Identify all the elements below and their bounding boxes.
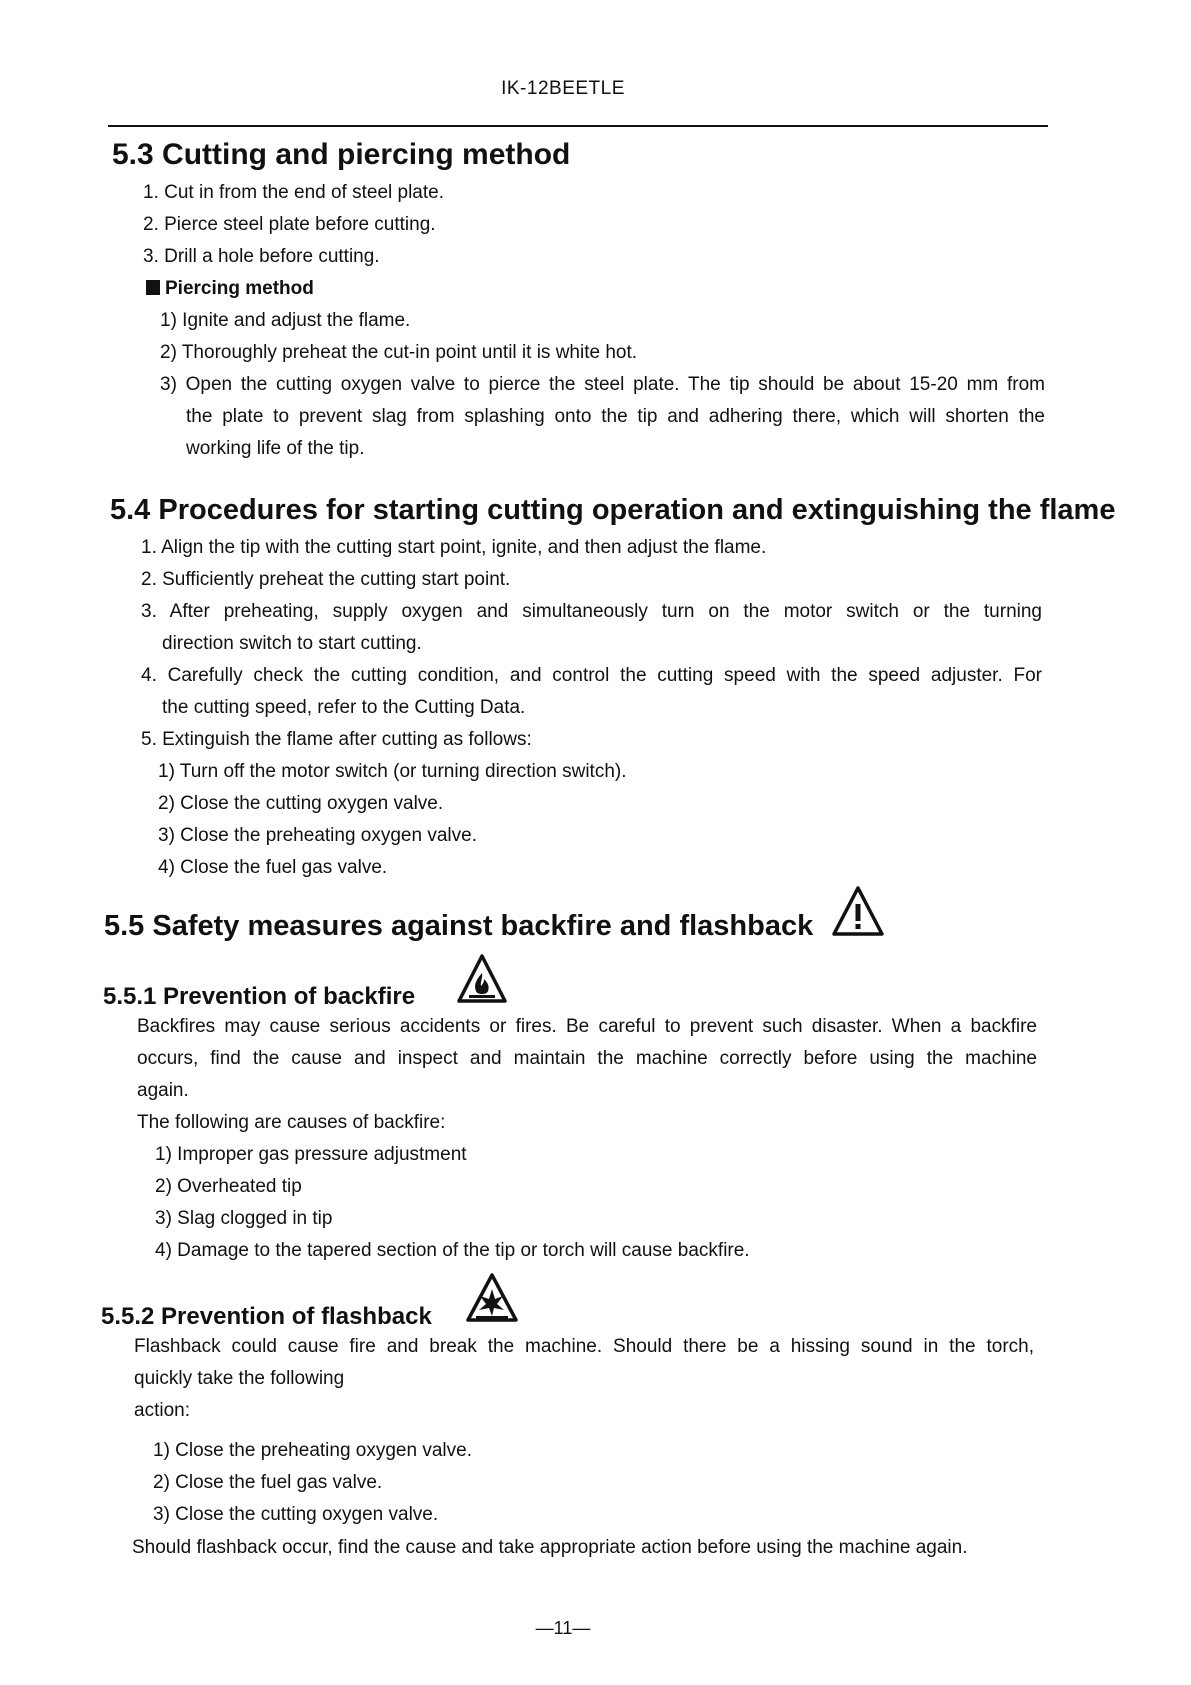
- warning-triangle-icon: [830, 884, 886, 938]
- s551-paragraph-line-3: again.: [137, 1080, 189, 1101]
- s551-cause-2: 2) Overheated tip: [155, 1176, 302, 1197]
- s551-causes-intro: The following are causes of backfire:: [137, 1112, 446, 1133]
- s54-substep-3: 3) Close the preheating oxygen valve.: [158, 825, 477, 846]
- s54-substep-1: 1) Turn off the motor switch (or turning direction switch).: [158, 761, 627, 782]
- s552-paragraph-line-1: Flashback could cause fire and break the machine. Should there be a hissing sound in the torch,: [134, 1336, 1034, 1357]
- piercing-step-1: 1) Ignite and adjust the flame.: [160, 310, 411, 331]
- s54-substep-4: 4) Close the fuel gas valve.: [158, 857, 388, 878]
- s552-action-1: 1) Close the preheating oxygen valve.: [153, 1440, 472, 1461]
- s54-step-4-cont: the cutting speed, refer to the Cutting Data.: [162, 697, 526, 718]
- page-header-title: IK-12BEETLE: [501, 78, 625, 99]
- page-number: —11—: [535, 1618, 591, 1638]
- s53-item-1: 1. Cut in from the end of steel plate.: [143, 182, 445, 203]
- s551-cause-1: 1) Improper gas pressure adjustment: [155, 1144, 467, 1165]
- s552-paragraph-line-2: quickly take the following: [134, 1368, 345, 1389]
- piercing-step-3-cont: the plate to prevent slag from splashing onto the tip and adhering there, which will shorten the: [186, 406, 1045, 427]
- piercing-method-title: Piercing method: [146, 277, 314, 300]
- subsection-5-5-1-heading: 5.5.1 Prevention of backfire: [103, 983, 416, 1010]
- s54-step-2: 2. Sufficiently preheat the cutting start point.: [141, 569, 511, 590]
- s54-step-3: 3. After preheating, supply oxygen and simultaneously turn on the motor switch or the turning: [141, 601, 1042, 622]
- s551-cause-4: 4) Damage to the tapered section of the tip or torch will cause backfire.: [155, 1240, 750, 1261]
- s552-action-3: 3) Close the cutting oxygen valve.: [153, 1504, 439, 1525]
- section-5-5-heading: 5.5 Safety measures against backfire and flashback: [104, 910, 814, 942]
- s53-item-2: 2. Pierce steel plate before cutting.: [143, 214, 436, 235]
- s551-paragraph-line-2: occurs, find the cause and inspect and maintain the machine correctly before using the machine: [137, 1048, 1037, 1069]
- s54-step-1: 1. Align the tip with the cutting start point, ignite, and then adjust the flame.: [141, 537, 767, 558]
- s54-step-4: 4. Carefully check the cutting condition, and control the cutting speed with the speed adjuster. For: [141, 665, 1042, 686]
- section-5-3-heading: 5.3 Cutting and piercing method: [112, 138, 571, 171]
- explosion-warning-icon: [464, 1272, 520, 1326]
- s552-action-2: 2) Close the fuel gas valve.: [153, 1472, 383, 1493]
- s54-step-5: 5. Extinguish the flame after cutting as follows:: [141, 729, 532, 750]
- s54-step-3-cont: direction switch to start cutting.: [162, 633, 422, 654]
- s54-substep-2: 2) Close the cutting oxygen valve.: [158, 793, 444, 814]
- s552-paragraph-line-3: action:: [134, 1400, 190, 1421]
- fire-warning-icon: [456, 953, 508, 1005]
- subsection-5-5-2-heading: 5.5.2 Prevention of flashback: [101, 1303, 432, 1330]
- piercing-step-2: 2) Thoroughly preheat the cut-in point until it is white hot.: [160, 342, 638, 363]
- piercing-step-3: 3) Open the cutting oxygen valve to pierce the steel plate. The tip should be about 15-20 mm from: [160, 374, 1045, 395]
- s551-paragraph-line-1: Backfires may cause serious accidents or fires. Be careful to prevent such disaster. When a backfire: [137, 1016, 1037, 1037]
- header-divider: [108, 125, 1048, 127]
- s552-closing-line: Should flashback occur, find the cause and take appropriate action before using the machine again.: [132, 1537, 968, 1558]
- square-bullet-icon: [146, 280, 160, 295]
- s53-item-3: 3. Drill a hole before cutting.: [143, 246, 380, 267]
- section-5-4-heading: 5.4 Procedures for starting cutting operation and extinguishing the flame: [110, 494, 1116, 526]
- s551-cause-3: 3) Slag clogged in tip: [155, 1208, 333, 1229]
- piercing-step-3-end: working life of the tip.: [186, 438, 365, 459]
